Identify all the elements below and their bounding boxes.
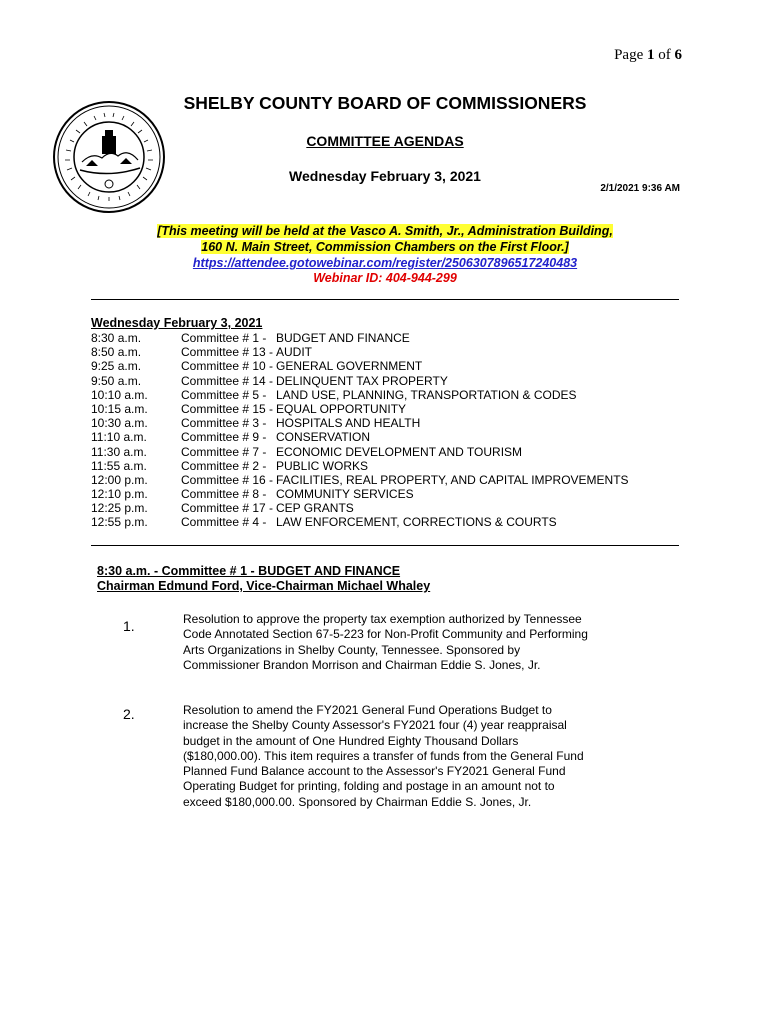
schedule-row	[91, 430, 691, 444]
schedule-committee-number: Committee # 4 -	[181, 515, 267, 530]
schedule-row	[91, 402, 691, 416]
schedule-time: 9:25 a.m.	[91, 359, 142, 374]
schedule-time: 9:50 a.m.	[91, 373, 142, 388]
schedule-committee-number: Committee # 17 -	[181, 501, 274, 516]
schedule-committee-name: GENERAL GOVERNMENT	[276, 359, 423, 374]
schedule-time: 10:10 a.m.	[91, 387, 148, 402]
schedule-row	[91, 374, 691, 388]
county-seal-image	[52, 100, 166, 214]
schedule-committee-number: Committee # 8 -	[181, 487, 267, 502]
schedule-time: 8:30 a.m.	[91, 331, 142, 345]
meeting-location-notice-line2: 160 N. Main Street, Commission Chambers on the First Floor.]	[201, 240, 569, 254]
section-heading: 8:30 a.m. - Committee # 1 - BUDGET AND FINANCE	[97, 564, 401, 578]
webinar-id: Webinar ID: 404-944-299	[313, 271, 457, 285]
schedule-committee-name: HOSPITALS AND HEALTH	[276, 416, 421, 431]
organization-title: SHELBY COUNTY BOARD OF COMMISSIONERS	[183, 93, 587, 113]
schedule-row	[91, 487, 691, 501]
schedule-row	[91, 473, 691, 487]
schedule-time: 10:15 a.m.	[91, 401, 148, 416]
schedule-row	[91, 515, 691, 529]
section-chairs: Chairman Edmund Ford, Vice-Chairman Michael Whaley	[97, 579, 431, 593]
agenda-item-text: Resolution to amend the FY2021 General Fund Operations Budget to increase the Shelby County Assessor's FY2021 four (4) year reappraisal budget in the amount of One Hundred Eighty Thousand Dollars ($180,000.00). This item requires a transfer of funds from the General Fund Planned Fund Balance account to the Assessor's FY2021 General Fund Operating Budget for printing, folding and postage in an amount not to exceed $180,000.00. Sponsored by Chairman Eddie S. Jones, Jr.	[183, 703, 584, 809]
schedule-committee-number: Committee # 13 -	[181, 345, 274, 360]
schedule-committee-name: CEP GRANTS	[276, 501, 354, 516]
schedule-committee-number: Committee # 10 -	[181, 359, 274, 374]
schedule-committee-name: AUDIT	[276, 345, 312, 360]
schedule-time: 8:50 a.m.	[91, 345, 142, 360]
webinar-registration-link[interactable]: https://attendee.gotowebinar.com/register/2506307896517240483	[192, 256, 578, 270]
schedule-committee-name: PUBLIC WORKS	[276, 458, 369, 473]
schedule-committee-name: ECONOMIC DEVELOPMENT AND TOURISM	[276, 444, 523, 459]
schedule-row	[91, 501, 691, 515]
schedule-committee-number: Committee # 1 -	[181, 331, 267, 345]
schedule-time: 12:00 p.m.	[91, 472, 148, 487]
schedule-row	[91, 459, 691, 473]
schedule-committee-name: LAND USE, PLANNING, TRANSPORTATION & CODES	[276, 387, 577, 402]
schedule-committee-number: Committee # 16 -	[181, 472, 274, 487]
schedule-committee-number: Committee # 7 -	[181, 444, 267, 459]
schedule-time: 10:30 a.m.	[91, 416, 148, 431]
document-title: COMMITTEE AGENDAS	[306, 133, 464, 149]
divider	[91, 545, 679, 546]
schedule-committee-number: Committee # 5 -	[181, 387, 267, 402]
print-timestamp: 2/1/2021 9:36 AM	[600, 183, 680, 194]
schedule-row	[91, 416, 691, 430]
schedule-list	[91, 331, 691, 530]
divider	[91, 299, 679, 300]
page-number: Page 1 of 6	[614, 47, 682, 63]
schedule-committee-number: Committee # 15 -	[181, 401, 274, 416]
schedule-time: 11:10 a.m.	[91, 430, 147, 445]
schedule-committee-name: COMMUNITY SERVICES	[276, 487, 414, 502]
schedule-row	[91, 388, 691, 402]
schedule-time: 12:10 p.m.	[91, 487, 148, 502]
agenda-item-text: Resolution to approve the property tax exemption authorized by Tennessee Code Annotated Section 67-5-223 for Non-Profit Community and Performing Arts Organizations in Shelby County, Tennessee. Sponsored by Commissioner Brandon Morrison and Chairman Eddie S. Jones, Jr.	[183, 612, 588, 672]
schedule-heading: Wednesday February 3, 2021	[91, 316, 263, 330]
schedule-committee-number: Committee # 9 -	[181, 430, 267, 445]
agenda-item-number: 2.	[123, 706, 135, 722]
schedule-time: 12:55 p.m.	[91, 515, 148, 530]
schedule-row	[91, 345, 691, 359]
schedule-row	[91, 359, 691, 373]
schedule-time: 12:25 p.m.	[91, 501, 148, 516]
schedule-committee-name: FACILITIES, REAL PROPERTY, AND CAPITAL IMPROVEMENTS	[276, 472, 629, 487]
schedule-row	[91, 331, 691, 345]
schedule-committee-name: LAW ENFORCEMENT, CORRECTIONS & COURTS	[276, 515, 557, 530]
schedule-committee-number: Committee # 3 -	[181, 416, 267, 431]
schedule-committee-name: EQUAL OPPORTUNITY	[276, 401, 407, 416]
schedule-committee-number: Committee # 2 -	[181, 458, 267, 473]
schedule-time: 11:30 a.m.	[91, 444, 147, 459]
schedule-committee-name: BUDGET AND FINANCE	[276, 331, 410, 345]
schedule-committee-name: DELINQUENT TAX PROPERTY	[276, 373, 448, 388]
schedule-time: 11:55 a.m.	[91, 458, 147, 473]
schedule-row	[91, 445, 691, 459]
meeting-location-notice: [This meeting will be held at the Vasco A. Smith, Jr., Administration Building,	[157, 224, 613, 238]
meeting-date: Wednesday February 3, 2021	[289, 168, 481, 184]
schedule-committee-name: CONSERVATION	[276, 430, 371, 445]
agenda-item-number: 1.	[123, 618, 135, 634]
schedule-committee-number: Committee # 14 -	[181, 373, 274, 388]
